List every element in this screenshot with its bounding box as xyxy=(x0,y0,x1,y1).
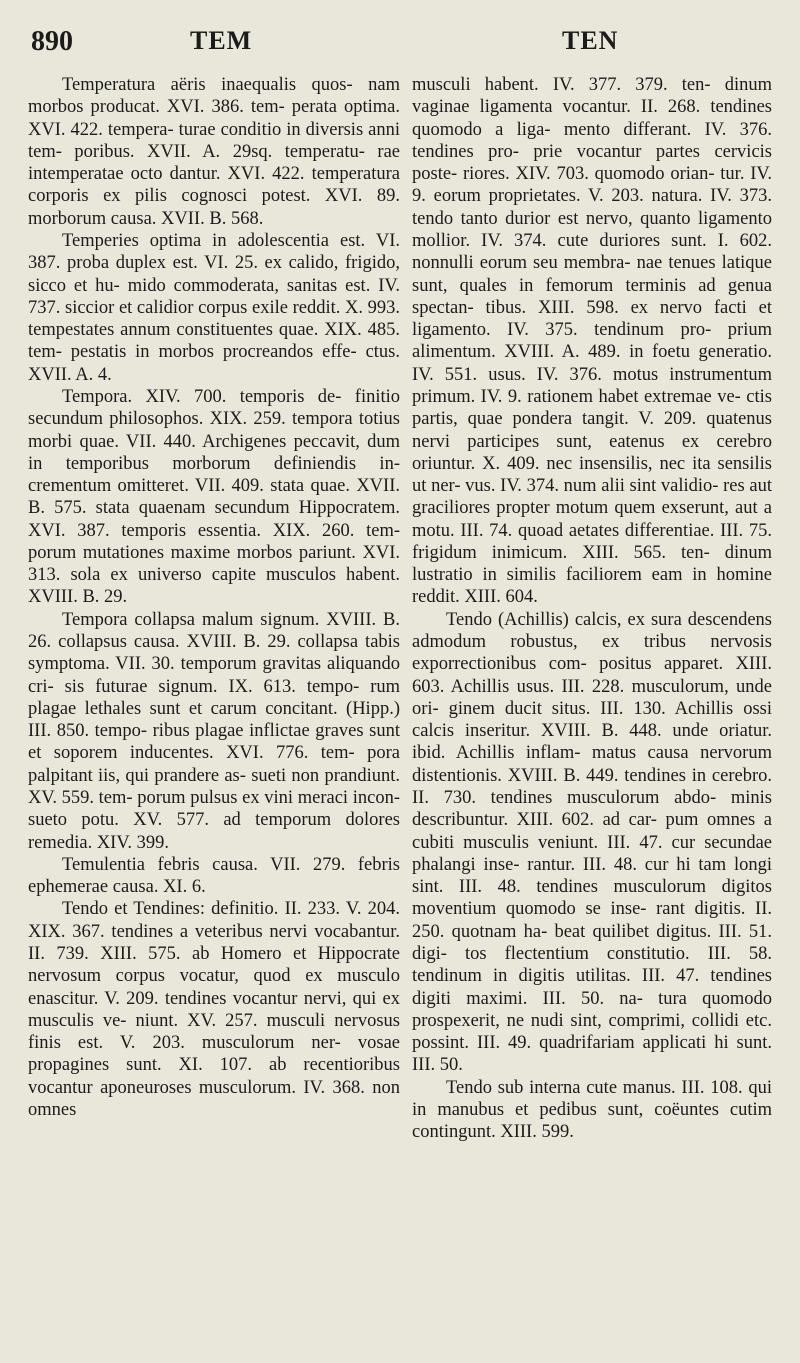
entry-tempora: Tempora. XIV. 700. temporis de- finitio secundum philosophos. XIX. 259. tempora totius morbi quae. VII. 440. Archigenes peccavit, dum in temporibus morborum definiendis in- crementum omitteret. VII. 409. stata quae. XVII. B. 575. stata quaenam secundum Hippocratem. XVI. 387. temporis essentia. XIX. 260. tem- porum mutationes maxime morbos pariunt. XVI. 313. sola ex universo capite musculos habent. XVIII. B. 29. xyxy=(28,386,400,608)
entry-tendines-continued: musculi habent. IV. 377. 379. ten- dinum vaginae ligamenta vocantur. II. 268. tendines quomodo a liga- mento differant. IV. 376. tendines pro- prie vocantur partes cervicis poste- riores. XIV. 703. quomodo orian- tur. IV. 9. eorum proprietates. V. 203. natura. IV. 373. tendo tanto durior est nervo, quanto ligamento mollior. IV. 374. cute duriores sunt. I. 602. nonnulli eorum seu membra- nae tenues latique sunt, quales in femorum terminis ad genua spectan- tibus. XIII. 598. ex nervo facti et ligamento. IV. 375. tendinum pro- prium alimentum. XVIII. A. 489. in foetu generatio. IV. 551. usus. IV. 376. motus instrumentum primum. IV. 9. rationem habet extremae ve- ctis partis, quae pondera tangit. V. 209. quatenus nervi participes sunt, eatenus ex cerebro oriuntur. X. 409. nec insensilis, nec ita sensilis ut ner- vus. IV. 374. num alii sint validio- res aut graciliores propter motum quem exserunt, aut a motu. III. 74. quoad aetates differentiae. III. 75. frigidum inimicum. XIII. 565. ten- dinum lustratio in similis faciliorem eam in homine reddit. XIII. 604. xyxy=(412,75,772,608)
left-running-head: TEM xyxy=(190,26,253,55)
entry-temperies: Temperies optima in adolescentia est. VI. 387. proba duplex est. VI. 25. ex calido, frigido, sicco et hu- mido commoderata, sanitas est. IV. 737. siccior et calidior corpus exile reddit. X. 993. tempestates annum constituentes quae. XIX. 485. tem- pestatis in morbos procreandos effe- ctus. XVII. A. 4. xyxy=(28,230,400,385)
entry-temperatura: Temperatura aëris inaequalis quos- nam morbos producat. XVI. 386. tem- perata optima. XVI. 422. tempera- turae conditio in diversis anni tem- poribus. XVII. A. 29sq. temperatu- rae intemperatae octo dantur. XVI. 422. temperatura corporis ex pilis cognosci potest. XVI. 89. morborum causa. XVII. B. 568. xyxy=(28,75,400,229)
right-column xyxy=(412,74,772,1144)
right-running-head: TEN xyxy=(562,26,619,55)
entry-tempora-collapsa: Tempora collapsa malum signum. XVIII. B. 26. collapsus causa. XVIII. B. 29. collapsa tabis symptoma. VII. 30. temporum gravitas aliquando cri- sis futurae signum. IX. 613. tempo- rum plagae lethales sunt et carum concitant. (Hipp.) III. 850. tempo- ribus plagae inflictae graves sunt et soporem inducentes. XVI. 776. tem- pora palpitant iis, qui prandere as- sueti non prandiunt. XV. 559. tem- porum pulsus ex vini meraci incon- sueto potu. XV. 577. ad temporum dolores remedia. XIV. 399. xyxy=(28,609,400,853)
entry-temulentia: Temulentia febris causa. VII. 279. febris ephemerae causa. XI. 6. xyxy=(28,854,400,898)
page-header xyxy=(0,26,800,62)
left-column xyxy=(28,74,400,1121)
entry-tendo-achillis: Tendo (Achillis) calcis, ex sura descendens admodum robustus, ex tribus nervosis exporrectionibus com- positus apparet. XIII. 603. Achillis usus. III. 228. musculorum, unde ori- ginem ducit situs. III. 130. Achillis ossi calcis inseritur. XVIII. B. 448. unde oriatur. ibid. Achillis inflam- matus causa nervorum distentionis. XVIII. B. 449. tendines in cerebro. II. 730. tendines musculorum abdo- minis describuntur. XIII. 602. ad car- pum omnes a cubiti musculis veniunt. III. 47. cur secundae phalangi inse- rantur. III. 48. cur hi tam longi sint. III. 48. tendines musculorum digitos moventium quomodo se inse- rant digitis. II. 250. quotnam ha- beat quilibet digitus. III. 51. digi- tos flectentium constitutio. III. 58. tendinum in digitis utilitas. III. 47. tendines digiti maximi. III. 50. na- tura quomodo prospexerit, ne nudi sint, comprimi, collidi etc. possint. III. 49. quadrifariam applicati hi sunt. III. 50. xyxy=(412,609,772,1076)
page-number: 890 xyxy=(31,26,73,57)
entry-tendo-sub-cute: Tendo sub interna cute manus. III. 108. qui in manubus et pedibus sunt, coëuntes cutim contingunt. XIII. 599. xyxy=(412,1077,772,1143)
entry-tendo-et-tendines: Tendo et Tendines: definitio. II. 233. V. 204. XIX. 367. tendines a veteribus nervi vocabantur. II. 739. XIII. 575. ab Homero et Hippocrate nervosum corpus vocatur, quod ex musculo enascitur. V. 209. tendines vocantur nervi, qui ex musculis ve- niunt. XV. 257. musculi nervosus finis est. V. 203. musculorum ner- vosae propagines sunt. XI. 107. ab recentioribus vocantur aponeuroses musculorum. IV. 368. non omnes xyxy=(28,899,400,1120)
